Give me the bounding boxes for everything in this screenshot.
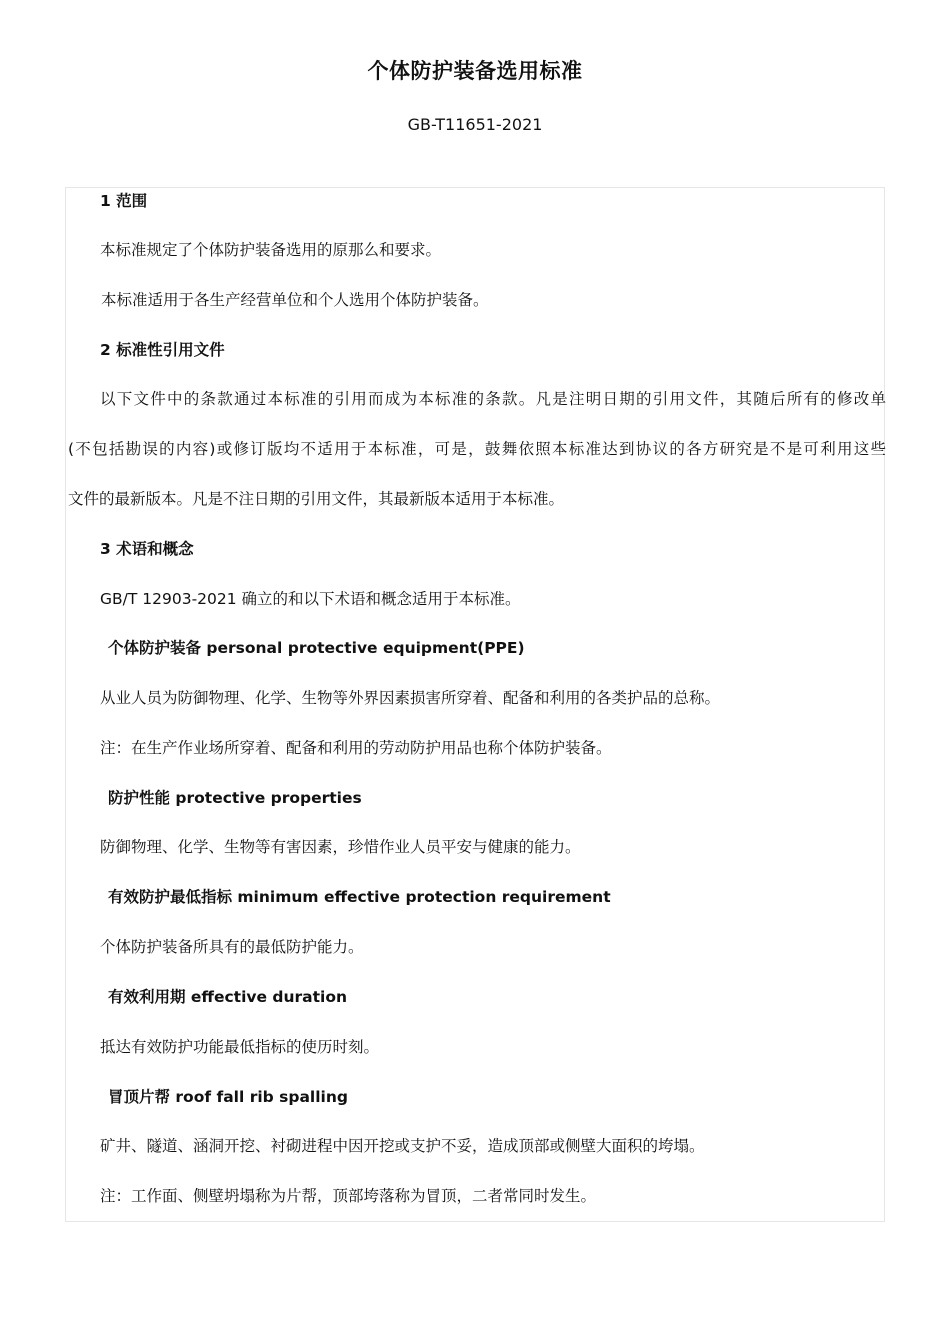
term-definition-protective-properties: 防御物理、化学、生物等有害因素，珍惜作业人员平安与健康的能力。: [100, 838, 581, 856]
paragraph-references-line-3: 文件的最新版本。凡是不注日期的引用文件，其最新版本适用于本标准。: [68, 490, 565, 508]
term-definition-minimum-protection: 个体防护装备所具有的最低防护能力。: [100, 938, 364, 956]
section-heading-terms: 3 术语和概念: [100, 540, 194, 558]
term-heading-roof-fall: 冒顶片帮 roof fall rib spalling: [108, 1088, 349, 1106]
paragraph-scope-1: 本标准规定了个体防护装备选用的原那么和要求。: [100, 241, 442, 259]
section-heading-scope: 1 范围: [100, 192, 148, 210]
term-definition-ppe: 从业人员为防御物理、化学、生物等外界因素损害所穿着、配备和利用的各类护品的总称。: [100, 689, 721, 707]
document-title: 个体防护装备选用标准: [367, 59, 583, 83]
document-code: GB-T11651-2021: [407, 115, 543, 134]
term-note-ppe: 注：在生产作业场所穿着、配备和利用的劳动防护用品也称个体防护装备。: [100, 739, 612, 757]
term-heading-effective-duration: 有效利用期 effective duration: [108, 988, 348, 1006]
term-heading-minimum-protection: 有效防护最低指标 minimum effective protection requirement: [108, 888, 611, 906]
term-definition-effective-duration: 抵达有效防护功能最低指标的使历时刻。: [100, 1038, 380, 1056]
paragraph-references-line-2: (不包括勘误的内容)或修订版均不适用于本标准，可是，鼓舞依照本标准达到协议的各方研究是不是可利用这些: [68, 440, 886, 458]
term-note-roof-fall: 注：工作面、侧壁坍塌称为片帮，顶部垮落称为冒顶，二者常同时发生。: [100, 1187, 597, 1205]
section-heading-references: 2 标准性引用文件: [100, 341, 225, 359]
term-definition-roof-fall: 矿井、隧道、涵洞开挖、衬砌进程中因开挖或支护不妥，造成顶部或侧壁大面积的垮塌。: [100, 1137, 705, 1155]
paragraph-terms-intro: GB/T 12903-2021 确立的和以下术语和概念适用于本标准。: [100, 590, 521, 608]
term-heading-ppe: 个体防护装备 personal protective equipment(PPE): [108, 639, 525, 657]
paragraph-scope-2: 本标准适用于各生产经营单位和个人选用个体防护装备。: [101, 291, 489, 309]
paragraph-references-line-1: 以下文件中的条款通过本标准的引用而成为本标准的条款。凡是注明日期的引用文件，其随后所有的修改单: [100, 390, 886, 408]
term-heading-protective-properties: 防护性能 protective properties: [108, 789, 362, 807]
